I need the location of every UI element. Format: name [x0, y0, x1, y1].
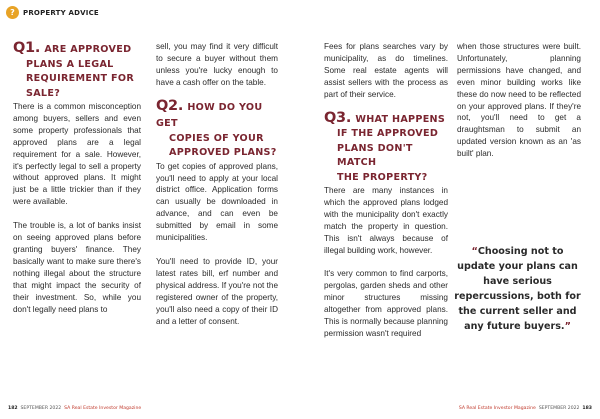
col4-intro: when those structures were built. Unfortunately, planning permissions have changed, and even minor building works like these do now need to be reflected on your approved plans. If they're not, you'll need to get a draughtsman to submit an updated version known as an 'as built' plan.	[457, 42, 581, 159]
footer-right	[459, 406, 592, 411]
footer-date-right: SEPTEMBER 2022	[538, 406, 580, 411]
section-header	[6, 6, 99, 19]
q1-paragraph-1: There is a common misconception among buyers, sellers and even some property professionals that approved plans are a legal requirement for a sale. However, it's perfectly legal to sell a property without approved plans. It might just be a little trickier than if they were available.	[13, 102, 141, 207]
quote-text: Choosing not to update your plans can have serious repercussions, both for the current seller and any future buyers.	[454, 246, 581, 332]
section-label: PROPERTY ADVICE	[23, 8, 99, 17]
q1-heading: Q1. ARE APPROVED PLANS A LEGAL REQUIREMENT FOR SALE?	[13, 40, 135, 99]
q2-heading: Q2. HOW DO YOU GET COPIES OF YOUR APPROVED PLANS?	[156, 97, 277, 159]
q1-paragraph-2: The trouble is, a lot of banks insist on seeing approved plans before granting buyers' finance. They basically want to make sure there's nothing illegal about the structure that might impact the security of their investment. So, while you don't legally need plans to	[13, 221, 141, 314]
column-1	[13, 41, 141, 315]
col3-intro: Fees for plans searches vary by municipality, as do timelines. Some real estate agents will assist sellers with the process as part of their service.	[324, 42, 448, 99]
column-3	[324, 41, 448, 340]
q3-heading: Q3. WHAT HAPPENS IF THE APPROVED PLANS DON'T MATCH THE PROPERTY?	[324, 109, 446, 183]
col2-intro: sell, you may find it very difficult to secure a buyer without them unless you're lucky enough to have a cash offer on the table.	[156, 42, 278, 87]
q2-paragraph-1: To get copies of approved plans, you'll need to apply at your local district office. Application forms can usually be downloaded in advance, and can even be submitted by email in some municipalities.	[156, 161, 278, 243]
question-icon: ?	[6, 6, 19, 19]
page-number-left: 182	[8, 406, 18, 411]
pull-quote	[454, 244, 581, 334]
q1-number: Q1.	[13, 40, 41, 56]
footer-brand-right: SA Real Estate Investor Magazine	[458, 406, 536, 411]
footer-date-left: SEPTEMBER 2022	[20, 406, 62, 411]
page-number-right: 183	[582, 406, 592, 411]
column-2	[156, 41, 278, 327]
column-4	[457, 41, 581, 160]
quote-close-mark: ”	[564, 321, 571, 332]
q3-paragraph-1: There are many instances in which the approved plans lodged with the municipality don't exactly match the property in question. This isn't always because of illegal building work, however.	[324, 186, 448, 255]
q3-paragraph-2: It's very common to find carports, pergolas, garden sheds and other minor structures missing altogether from approved plans. This is normally because planning permission wasn't required	[324, 269, 448, 338]
footer-left	[8, 406, 141, 411]
q2-paragraph-2: You'll need to provide ID, your latest rates bill, erf number and physical address. If you're not the registered owner of the property, you'll also need a copy of their ID and a letter of consent.	[156, 256, 278, 326]
footer-brand-left: SA Real Estate Investor Magazine	[64, 406, 142, 411]
q3-number: Q3.	[324, 109, 352, 126]
quote-open-mark: “	[471, 246, 478, 257]
q2-number: Q2.	[156, 97, 184, 114]
